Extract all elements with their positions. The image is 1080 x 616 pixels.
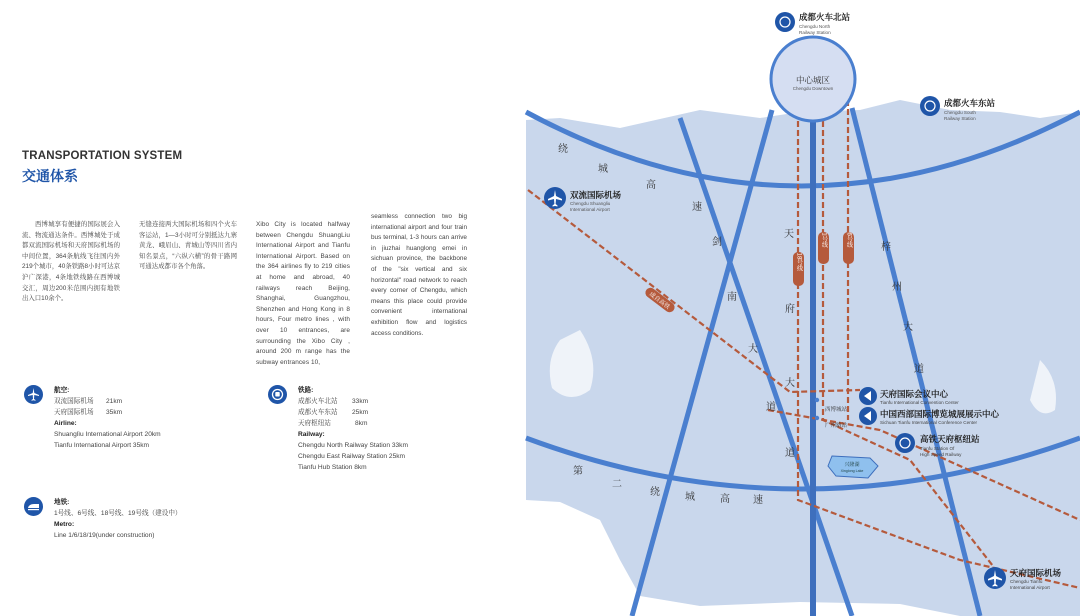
svg-text:Chengdu North: Chengdu North	[799, 24, 831, 29]
list-item: 成都火车东站 25km	[298, 409, 369, 416]
svg-text:道: 道	[914, 364, 924, 375]
svg-text:二: 二	[612, 479, 622, 490]
svg-text:绕: 绕	[558, 144, 568, 155]
city-region	[526, 100, 1080, 616]
svg-text:Chengdu Shuangliu: Chengdu Shuangliu	[570, 201, 611, 206]
list-item: Tianfu International Airport 35km	[54, 442, 150, 449]
railway-label-en: Railway:	[298, 431, 325, 438]
list-item: 天府枢纽站 8km	[298, 420, 368, 427]
metro-lines-en: Line 1/6/18/19(under construction)	[54, 532, 155, 539]
svg-text:Railway Station: Railway Station	[944, 116, 976, 121]
svg-text:International Airport: International Airport	[1010, 585, 1050, 590]
lake-label-en: Xinglong Lake	[840, 469, 864, 473]
guangzhou-road-label: 广州路站	[825, 423, 848, 429]
svg-text:天府国际会议中心: 天府国际会议中心	[880, 389, 949, 399]
svg-text:南: 南	[727, 292, 737, 303]
svg-text:International Airport: International Airport	[570, 207, 610, 212]
list-item: Tianfu Hub Station 8km	[298, 464, 367, 471]
svg-text:第: 第	[573, 466, 583, 477]
section-title-en: TRANSPORTATION SYSTEM	[22, 150, 183, 162]
list-item: Chengdu East Railway Station 25km	[298, 453, 406, 460]
svg-text:Tianfu Station Of: Tianfu Station Of	[920, 446, 955, 451]
svg-text:18号线: 18号线	[795, 252, 802, 272]
svg-text:Chengdu South: Chengdu South	[944, 110, 976, 115]
svg-text:成都火车北站: 成都火车北站	[799, 12, 851, 22]
line-18-badge	[793, 252, 804, 286]
svg-text:成自高铁: 成自高铁	[647, 291, 671, 311]
north-station-poi	[775, 12, 851, 35]
svg-text:大: 大	[785, 378, 795, 389]
section-title-cn: 交通体系	[22, 168, 78, 184]
svg-text:州: 州	[892, 282, 902, 293]
svg-text:双流国际机场: 双流国际机场	[570, 190, 622, 200]
intro-paragraph-en-2: seamless connection two big international airport and four train bus terminal, 1-3 hours can arrive in jiuzhai huanglong emei in sichuan province, the backbone of the "six vertical and six horizontal" road network to reach every corner of Chengdu, which means this place could provide convenient international exhibition flow and logistics access conditions.	[371, 213, 467, 337]
metro-label-en: Metro:	[54, 521, 75, 528]
svg-text:大: 大	[903, 322, 913, 333]
svg-text:天: 天	[784, 229, 794, 240]
intro-paragraph-cn-1: 西博城享有便捷的国际展会入流、物流通达条件。西博城处于成都双流国际机场和天府国际机场的中间位置，364条航线飞往国内外219个城市，40条铁路8小时可达京沪广深港，4条地铁线路在西博城交汇，周边200米范围内拥有地铁出入口10余个。	[22, 221, 121, 303]
railway-label-cn: 铁路:	[298, 387, 314, 394]
svg-text:中国西部国际博览城展展示中心: 中国西部国际博览城展展示中心	[880, 409, 1000, 419]
svg-text:Railway Station: Railway Station	[799, 30, 831, 35]
svg-text:高: 高	[646, 180, 656, 191]
metro-lines-cn: 1号线、6号线、18号线、19号线（建设中）	[54, 510, 182, 517]
aviation-label-en: Airline:	[54, 420, 77, 427]
svg-text:城: 城	[598, 164, 608, 175]
svg-text:天府国际机场: 天府国际机场	[1010, 568, 1062, 578]
svg-text:大: 大	[748, 344, 758, 355]
line-1-badge	[818, 232, 829, 264]
aviation-label-cn: 航空:	[54, 387, 70, 394]
svg-text:1号线: 1号线	[820, 232, 827, 248]
lake-label-cn: 兴隆湖	[844, 462, 860, 468]
intro-paragraph-en-1: Xibo City is located halfway between Chengdu ShuangLiu International Airport and Tianfu International Airport. Based on the 364 airlines fly to 219 cities at home and abroad, 40 railways reach Beijing, Shanghai, Guangzhou, Shenzhen and Hong Kong in 8 hours, Four metro lines , with over 10 entrances, are surrounding the Xibo City , around 200 m range has the subway entrances 10,	[256, 221, 350, 366]
svg-text:成都火车东站: 成都火车东站	[944, 98, 996, 108]
svg-text:府: 府	[785, 304, 795, 315]
svg-text:道: 道	[766, 402, 776, 413]
list-item: Shuanglìu International Airport 20km	[54, 431, 161, 438]
list-item: 天府国际机场 35km	[54, 409, 123, 416]
svg-text:Tianfu International Conventio: Tianfu International Convention Center	[880, 400, 959, 405]
svg-text:剑: 剑	[712, 237, 722, 248]
svg-text:6号线: 6号线	[845, 232, 852, 248]
svg-text:Chengdu Tianfu: Chengdu Tianfu	[1010, 579, 1043, 584]
downtown-label-en: Chengdu Downtown	[792, 86, 834, 91]
list-item: 成都火车北站 33km	[298, 398, 369, 405]
svg-text:速: 速	[692, 202, 702, 213]
list-item: Chengdu North Railway Station 33km	[298, 442, 408, 449]
intro-paragraph-cn-2: 无缝连接两大国际机场和四个火车客运站，1—3小时可分别抵达九寨黄龙、峨眉山、青城山等四川省内知名景点，“六纵六横”的骨干路网可通达成都市各个角落。	[139, 221, 237, 271]
svg-text:城: 城	[685, 492, 695, 503]
svg-text:高铁天府枢纽站: 高铁天府枢纽站	[920, 434, 980, 444]
svg-text:High Speed Railway: High Speed Railway	[920, 452, 962, 457]
svg-text:梓: 梓	[881, 242, 891, 253]
metro-label-cn: 地铁:	[54, 499, 70, 506]
svg-text:速: 速	[753, 495, 763, 506]
list-item: 双流国际机场 21km	[54, 398, 123, 405]
xibo-station-label: 西博城站	[825, 407, 848, 413]
line-6-badge	[843, 232, 854, 264]
convention-center-poi	[859, 387, 959, 405]
downtown-label-cn: 中心城区	[795, 75, 831, 85]
svg-text:Sichuan Tianfu International C: Sichuan Tianfu International Conference Center	[880, 420, 978, 425]
svg-text:绕: 绕	[650, 487, 660, 498]
svg-text:高: 高	[720, 494, 730, 505]
svg-text:道: 道	[785, 448, 795, 459]
